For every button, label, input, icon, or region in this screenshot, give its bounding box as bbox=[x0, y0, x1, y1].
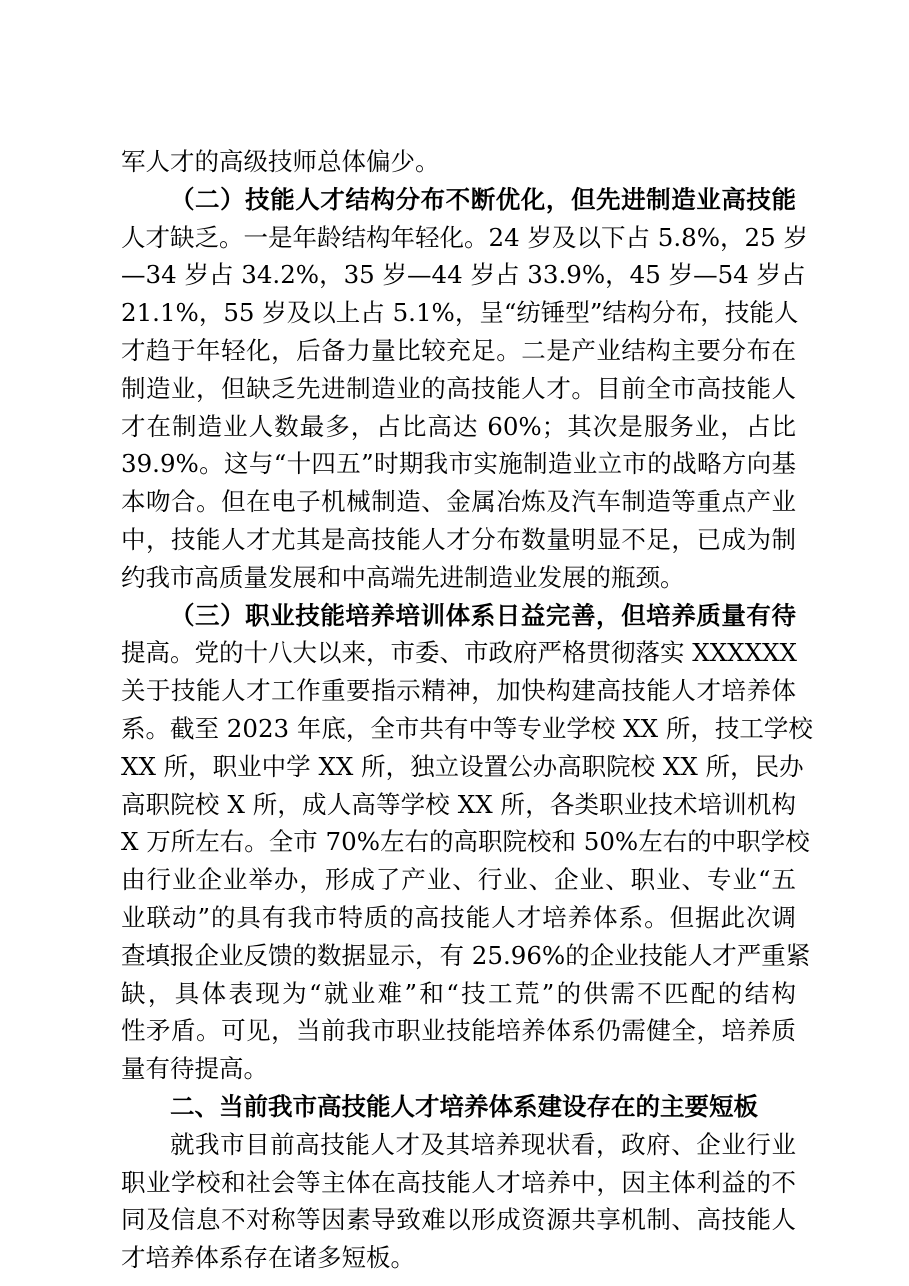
paragraph-line: 才培养体系存在诸多短板。 bbox=[121, 1243, 415, 1273]
paragraph-line: 才趋于年轻化，后备力量比较充足。二是产业结构主要分布在 bbox=[121, 335, 796, 365]
paragraph-line: 性矛盾。可见，当前我市职业技能培养体系仍需健全，培养质 bbox=[121, 1016, 796, 1046]
section-heading-line: （二）技能人才结构分布不断优化，但先进制造业高技能 bbox=[170, 184, 796, 214]
paragraph-line: 就我市目前高技能人才及其培养现状看，政府、企业行业 bbox=[170, 1129, 796, 1159]
paragraph-line: 同及信息不对称等因素导致难以形成资源共享机制、高技能人 bbox=[121, 1205, 796, 1235]
paragraph-line: 关于技能人才工作重要指示精神，加快构建高技能人才培养体 bbox=[121, 676, 796, 706]
paragraph-line: 制造业，但缺乏先进制造业的高技能人才。目前全市高技能人 bbox=[121, 373, 796, 403]
paragraph-line: 缺，具体表现为“就业难”和“技工荒”的供需不匹配的结构 bbox=[121, 978, 796, 1008]
paragraph-line: 军人才的高级技师总体偏少。 bbox=[121, 147, 440, 176]
paragraph-line: 量有待提高。 bbox=[121, 1054, 268, 1084]
paragraph-line: 本吻合。但在电子机械制造、金属冶炼及汽车制造等重点产业 bbox=[121, 487, 796, 517]
paragraph-line: 提高。党的十八大以来，市委、市政府严格贯彻落实 XXXXXX bbox=[121, 638, 797, 668]
chapter-heading: 二、当前我市高技能人才培养体系建设存在的主要短板 bbox=[170, 1091, 758, 1121]
paragraph-line: 系。截至 2023 年底，全市共有中等专业学校 XX 所，技工学校 bbox=[121, 713, 813, 743]
paragraph-line: 由行业企业举办，形成了产业、行业、企业、职业、专业“五 bbox=[121, 865, 796, 895]
paragraph-line: 39.9%。这与“十四五”时期我市实施制造业立市的战略方向基 bbox=[121, 449, 796, 479]
paragraph-line: 高职院校 X 所，成人高等学校 XX 所，各类职业技术培训机构 bbox=[121, 789, 796, 819]
paragraph-line: XX 所，职业中学 XX 所，独立设置公办高职院校 XX 所，民办 bbox=[121, 751, 804, 781]
paragraph-line: 人才缺乏。一是年龄结构年轻化。24 岁及以下占 5.8%，25 岁 bbox=[121, 222, 808, 252]
paragraph-line: 约我市高质量发展和中高端先进制造业发展的瓶颈。 bbox=[121, 562, 685, 592]
paragraph-line: 才在制造业人数最多，占比高达 60%；其次是服务业，占比 bbox=[121, 411, 796, 441]
paragraph-line: 职业学校和社会等主体在高技能人才培养中，因主体利益的不 bbox=[121, 1167, 796, 1197]
paragraph-line: 查填报企业反馈的数据显示，有 25.96%的企业技能人才严重紧 bbox=[121, 940, 811, 970]
paragraph-line: 21.1%，55 岁及以上占 5.1%，呈“纺锤型”结构分布，技能人 bbox=[121, 298, 799, 328]
paragraph-line: X 万所左右。全市 70%左右的高职院校和 50%左右的中职学校 bbox=[121, 827, 810, 857]
paragraph-line: 业联动”的具有我市特质的高技能人才培养体系。但据此次调 bbox=[121, 902, 796, 932]
paragraph-line: —34 岁占 34.2%，35 岁—44 岁占 33.9%，45 岁—54 岁占 bbox=[121, 260, 806, 290]
section-heading-line: （三）职业技能培养培训体系日益完善，但培养质量有待 bbox=[170, 600, 796, 630]
paragraph-line: 中，技能人才尤其是高技能人才分布数量明显不足，已成为制 bbox=[121, 524, 796, 554]
document-body bbox=[121, 143, 813, 1277]
